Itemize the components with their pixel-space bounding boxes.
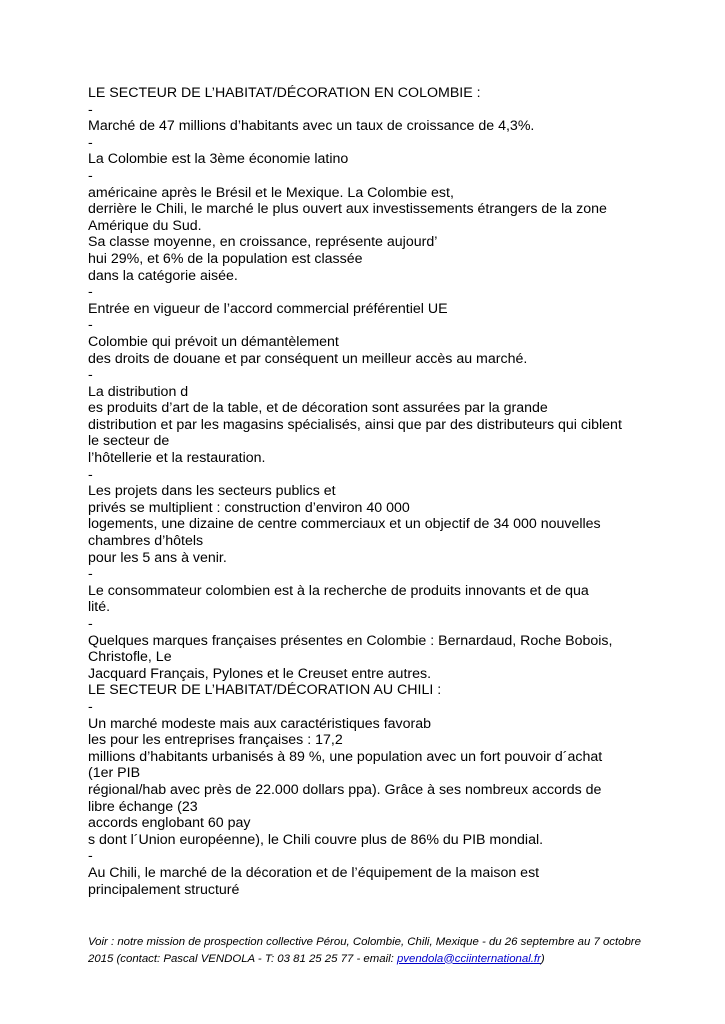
text-line: lité. [88,599,111,616]
text-line: - [88,466,93,483]
text-line: Un marché modeste mais aux caractéristiques favorab [88,715,432,732]
text-line: derrière le Chili, le marché le plus ouvert aux investissements étrangers de la zone [88,201,607,218]
text-line: La Colombie est la 3ème économie latino [88,151,349,168]
document-body [88,85,643,898]
text-line: libre échange (23 [88,798,198,815]
text-line: les pour les entreprises françaises : 17,2 [88,732,343,749]
text-line: chambres d’hôtels [88,533,204,550]
text-line: (1er PIB [88,765,141,782]
text-line: - [88,134,93,151]
text-line: hui 29%, et 6% de la population est classée [88,250,363,267]
footer-note [88,934,648,967]
text-line: régional/hab avec près de 22.000 dollars ppa). Grâce à ses nombreux accords de [88,781,602,798]
text-line: La distribution d [88,383,189,400]
text-line: Marché de 47 millions d’habitants avec un taux de croissance de 4,3%. [88,118,535,135]
text-line: - [88,167,93,184]
text-line: américaine après le Brésil et le Mexique. La Colombie est, [88,184,454,201]
text-line: Jacquard Français, Pylones et le Creuset entre autres. [88,665,432,682]
text-line: distribution et par les magasins spécialisés, ainsi que par des distributeurs qui ciblent [88,416,622,433]
text-line: s dont l´Union européenne), le Chili couvre plus de 86% du PIB mondial. [88,831,544,848]
text-line: dans la catégorie aisée. [88,267,238,284]
text-line: Quelques marques françaises présentes en Colombie : Bernardaud, Roche Bobois, [88,632,613,649]
text-line: - [88,367,93,384]
text-line: - [88,848,93,865]
text-line: accords englobant 60 pay [88,815,251,832]
text-line: Au Chili, le marché de la décoration et de l’équipement de la maison est [88,864,540,881]
text-line: pour les 5 ans à venir. [88,549,227,566]
text-line: millions d’habitants urbanisés à 89 %, une population avec un fort pouvoir d´achat [88,748,603,765]
text-line: LE SECTEUR DE L’HABITAT/DÉCORATION EN COLOMBIE : [88,85,481,101]
text-line: logements, une dizaine de centre commerciaux et un objectif de 34 000 nouvelles [88,516,601,533]
text-line: l’hôtellerie et la restauration. [88,450,266,467]
text-line: le secteur de [88,433,170,450]
text-line: Christofle, Le [88,649,172,666]
text-line: - [88,284,93,301]
text-line: des droits de douane et par conséquent un meilleur accès au marché. [88,350,528,367]
text-line: LE SECTEUR DE L’HABITAT/DÉCORATION AU CHILI : [88,682,442,699]
text-line: Entrée en vigueur de l’accord commercial préférentiel UE [88,300,448,317]
text-line: es produits d’art de la table, et de décoration sont assurées par la grande [88,400,548,417]
text-line: - [88,616,93,632]
text-line: - [88,317,93,334]
footer-text-end: ) [540,952,545,965]
text-line: principalement structuré [88,881,240,898]
text-line: privés se multiplient : construction d’environ 40 000 [88,499,410,516]
text-line: Les projets dans les secteurs publics et [88,483,336,500]
text-line: Colombie qui prévoit un démantèlement [88,333,339,350]
text-line: Sa classe moyenne, en croissance, représente aujourd’ [88,234,438,251]
footer-email-link[interactable]: pvendola@cciinternational.fr [396,952,541,965]
text-line: - [88,566,93,583]
text-line: - [88,101,93,118]
text-line: Le consommateur colombien est à la recherche de produits innovants et de qua [88,582,589,599]
text-line: - [88,698,93,715]
footer-text: Voir : notre mission de prospection collective Pérou, Colombie, Chili, Mexique - du 26 septembre au 7 octobre 2015 (contact: Pascal VENDOLA - T: 03 81 25 25 77 - email: [88,936,641,965]
text-line: Amérique du Sud. [88,217,202,234]
